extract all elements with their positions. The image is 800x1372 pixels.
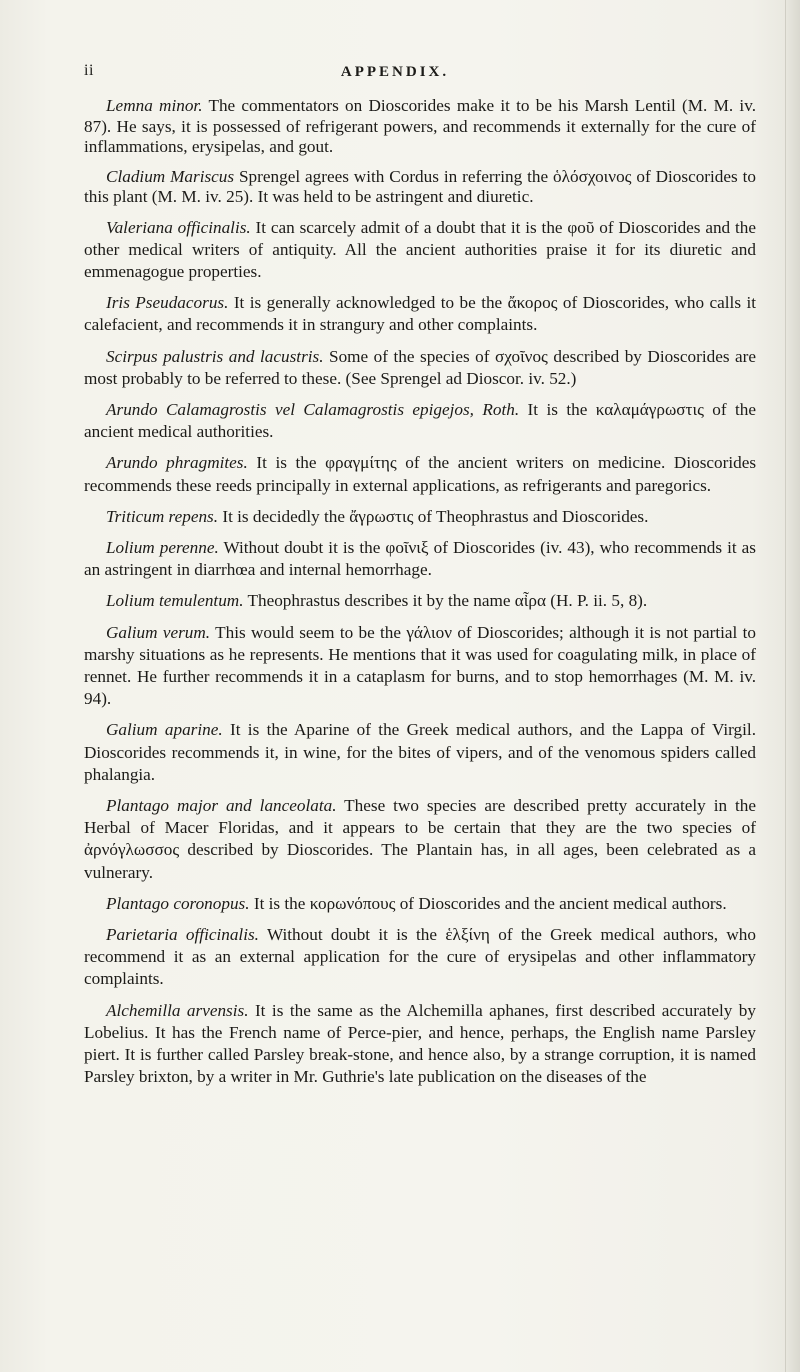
- entry-text: It is the καλαμάγρωστις of the ancient medical authorities.: [84, 399, 757, 442]
- entry-text: It is the Aparine of the Greek medical authors, and the Lappa of Virgil. Dioscorides recommends it, in wine, for the bites of vipers, and of the venomous spiders called phalangia.: [84, 720, 756, 784]
- entry-text: It can scarcely admit of a doubt that it is the φοῦ of Dioscorides and the other medical writers of antiquity. All the ancient authorities praise it for its diuretic and emmenagogue properties.: [84, 217, 756, 281]
- entry-lolium-perenne: [84, 537, 756, 581]
- entry-text: Without doubt it is the ἑλξίνη of the Greek medical authors, who recommend it as an external application for the cure of erysipelas and other inflammatory complaints.: [84, 924, 756, 989]
- entry-term: Lolium temulentum.: [106, 591, 244, 611]
- body-text: [84, 96, 756, 1097]
- entry-lolium-temulentum: [84, 590, 756, 612]
- running-title: APPENDIX.: [340, 64, 450, 80]
- entry-text: Theophrastus describes it by the name αἶρα (H. P. ii. 5, 8).: [243, 591, 648, 611]
- entry-valeriana-officinalis: [84, 217, 756, 284]
- entry-text: Sprengel agrees with Cordus in referring the ὁλόσχοινος of Dioscorides to this plant (M. M. iv. 25). It was held to be astringent and diuretic.: [84, 166, 756, 206]
- entry-term: Plantago coronopus.: [106, 893, 250, 913]
- entry-term: Galium verum.: [106, 622, 211, 642]
- entry-text: It is generally acknowledged to be the ἄκορος of Dioscorides, who calls it calefacient, and recommends it in strangury and other complaints.: [84, 293, 757, 335]
- entry-iris-pseudacorus: [84, 292, 756, 336]
- entry-text: This would seem to be the γάλιον of Dioscorides; although it is not partial to marshy situations as he represents. He mentions that it was used for coagulating milk, in place of rennet. He further recommends it in a cataplasm for burns, and to stop hemorrhages (M. M. iv. 94).: [84, 622, 756, 709]
- entry-term: Galium aparine.: [106, 720, 223, 740]
- entry-term: Valeriana officinalis.: [106, 217, 251, 237]
- entry-term: Arundo phragmites.: [106, 453, 248, 473]
- entry-parietaria-officinalis: [84, 924, 756, 991]
- entry-arundo-phragmites: [84, 452, 756, 496]
- entry-term: Alchemilla arvensis.: [106, 1000, 249, 1020]
- entry-text: Without doubt it is the φοῖνιξ of Dioscorides (iv. 43), who recommends it as an astringent in diarrhœa and internal hemorrhage.: [84, 537, 756, 580]
- entry-text: It is the same as the Alchemilla aphanes, first described accurately by Lobelius. It has the French name of Perce-pier, and hence, perhaps, the English name Parsley piert. It is further called Parsley break-stone, and hence also, by a strange corruption, it is named Parsley brixton, by a writer in Mr. Guthrie's late publication on the diseases of the: [84, 1000, 756, 1087]
- entry-plantago-major: [84, 795, 756, 884]
- entry-triticum-repens: [84, 506, 756, 528]
- entry-term: Scirpus palustris and lacustris.: [106, 346, 324, 366]
- entry-term: Plantago major and lanceolata.: [106, 795, 337, 815]
- entry-galium-verum: [84, 622, 756, 711]
- entry-scirpus: [84, 346, 756, 390]
- entry-plantago-coronopus: [84, 893, 756, 915]
- entry-cladium-mariscus: [84, 167, 756, 208]
- entry-text: The commentators on Dioscorides make it to be his Marsh Lentil (M. M. iv. 87). He says, it is possessed of refrigerant powers, and recommends it externally for the cure of inflammations, erysipelas, and gout.: [84, 96, 756, 156]
- entry-term: Parietaria officinalis.: [106, 924, 259, 944]
- entry-arundo-calamagrostis: [84, 399, 756, 443]
- entry-text: Some of the species of σχοῖνος described by Dioscorides are most probably to be referred to these. (See Sprengel ad Dioscor. iv. 52.): [84, 346, 756, 388]
- entry-term: Triticum repens.: [106, 506, 219, 526]
- entry-text: These two species are described pretty accurately in the Herbal of Macer Floridas, and it appears to be certain that they are the two species of ἀρνόγλωσσος described by Dioscorides. The Plantain has, in all ages, been celebrated as a vulnerary.: [84, 795, 756, 882]
- entry-term: Iris Pseudacorus.: [106, 293, 229, 313]
- entry-text: It is the κορωνόπους of Dioscorides and the ancient medical authors.: [249, 893, 727, 913]
- entry-term: Lemna minor.: [106, 96, 203, 115]
- entry-text: It is the φραγμίτης of the ancient writers on medicine. Dioscorides recommends these reeds principally in external applications, as refrigerants and paregorics.: [84, 453, 757, 495]
- entry-term: Cladium Mariscus: [106, 166, 235, 186]
- entry-text: It is decidedly the ἄγρωστις of Theophrastus and Dioscorides.: [218, 506, 649, 526]
- entry-term: Arundo Calamagrostis vel Calamagrostis epigejos, Roth.: [106, 399, 520, 419]
- entry-lemna-minor: [84, 96, 756, 158]
- page-edge: [785, 0, 800, 1372]
- entry-alchemilla-arvensis: [84, 1000, 756, 1089]
- entry-term: Lolium perenne.: [106, 537, 219, 557]
- page-number: ii: [84, 62, 94, 79]
- entry-galium-aparine: [84, 719, 756, 786]
